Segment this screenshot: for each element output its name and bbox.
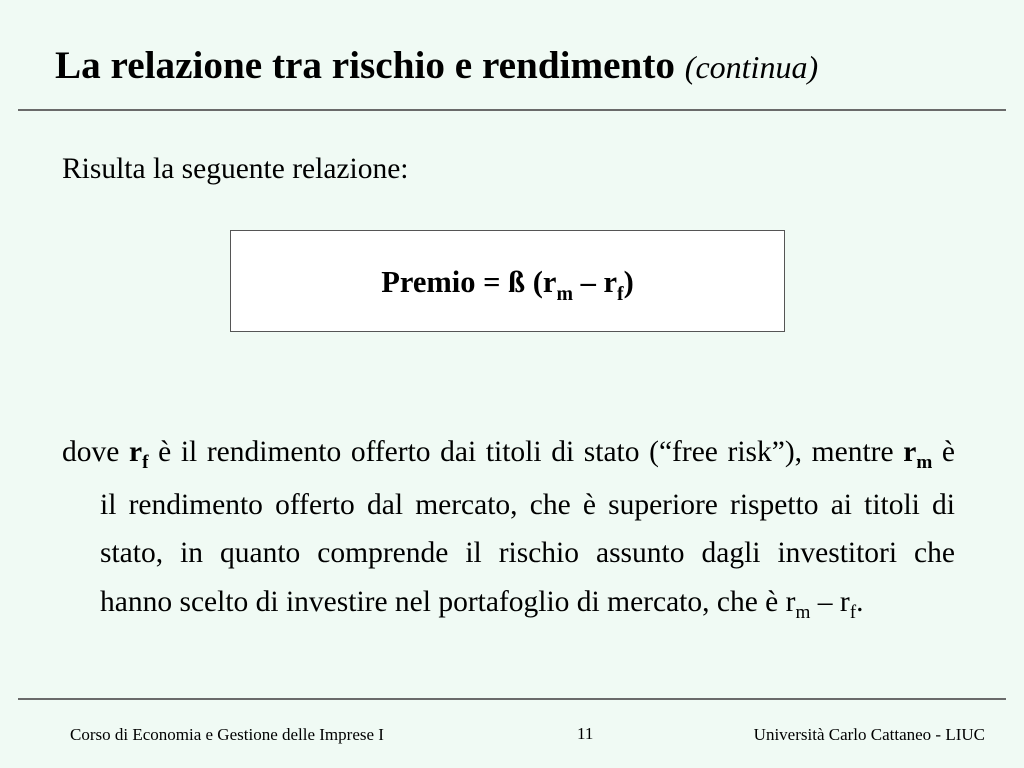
formula-prefix: Premio = ß ( — [381, 265, 543, 299]
explanation-line-4-text: hanno scelto di investire nel portafoglio di mercato, che è — [100, 586, 786, 619]
explanation-line-1 — [62, 428, 955, 481]
formula-minus-operator: – — [572, 265, 604, 299]
explanation-line-3: stato, in quanto comprende il rischio assunto dagli investitori che — [100, 537, 955, 570]
explanation-line-1-tail: è — [932, 436, 956, 468]
risk-free-rate-subscript: f — [142, 452, 149, 474]
inline-market-return-subscript: m — [795, 602, 811, 624]
slide-title-text: La relazione tra rischio e rendimento — [55, 44, 675, 87]
market-return-symbol: r — [903, 436, 917, 468]
explanation-final-period: . — [856, 586, 864, 619]
explanation-line-2: il rendimento offerto dal mercato, che è superiore rispetto ai titoli di — [100, 488, 955, 521]
slide-title — [55, 46, 818, 87]
risk-free-rate-symbol: r — [128, 436, 143, 468]
formula-closing-paren: ) — [623, 265, 634, 299]
inline-risk-free-symbol: r — [839, 586, 850, 619]
formula-box — [230, 230, 785, 332]
explanation-lead-text: dove — [62, 436, 129, 468]
inline-risk-free-subscript: f — [849, 602, 857, 624]
intro-text: Risulta la seguente relazione: — [62, 153, 409, 185]
formula-risk-free-symbol: r — [603, 265, 617, 299]
title-divider — [18, 109, 1006, 111]
slide-title-continuation: (continua) — [684, 49, 819, 85]
market-return-subscript: m — [916, 452, 933, 474]
slide-number: 11 — [577, 724, 594, 743]
explanation-line-4 — [100, 578, 955, 631]
footer-course-name: Corso di Economia e Gestione delle Imprese I — [70, 725, 384, 744]
risk-premium-formula — [381, 265, 634, 305]
explanation-middle-text: è il rendimento offerto dai titoli di stato (“free risk”), mentre — [148, 436, 904, 468]
formula-market-return-symbol: r — [542, 265, 557, 299]
footer-institution: Università Carlo Cattaneo - LIUC — [753, 725, 985, 744]
explanation-paragraph — [62, 428, 955, 631]
inline-market-return-symbol: r — [785, 586, 796, 619]
inline-minus-operator: – — [810, 586, 840, 619]
formula-risk-free-subscript: f — [617, 282, 624, 305]
formula-market-return-subscript: m — [556, 282, 573, 305]
footer-divider — [18, 698, 1006, 700]
